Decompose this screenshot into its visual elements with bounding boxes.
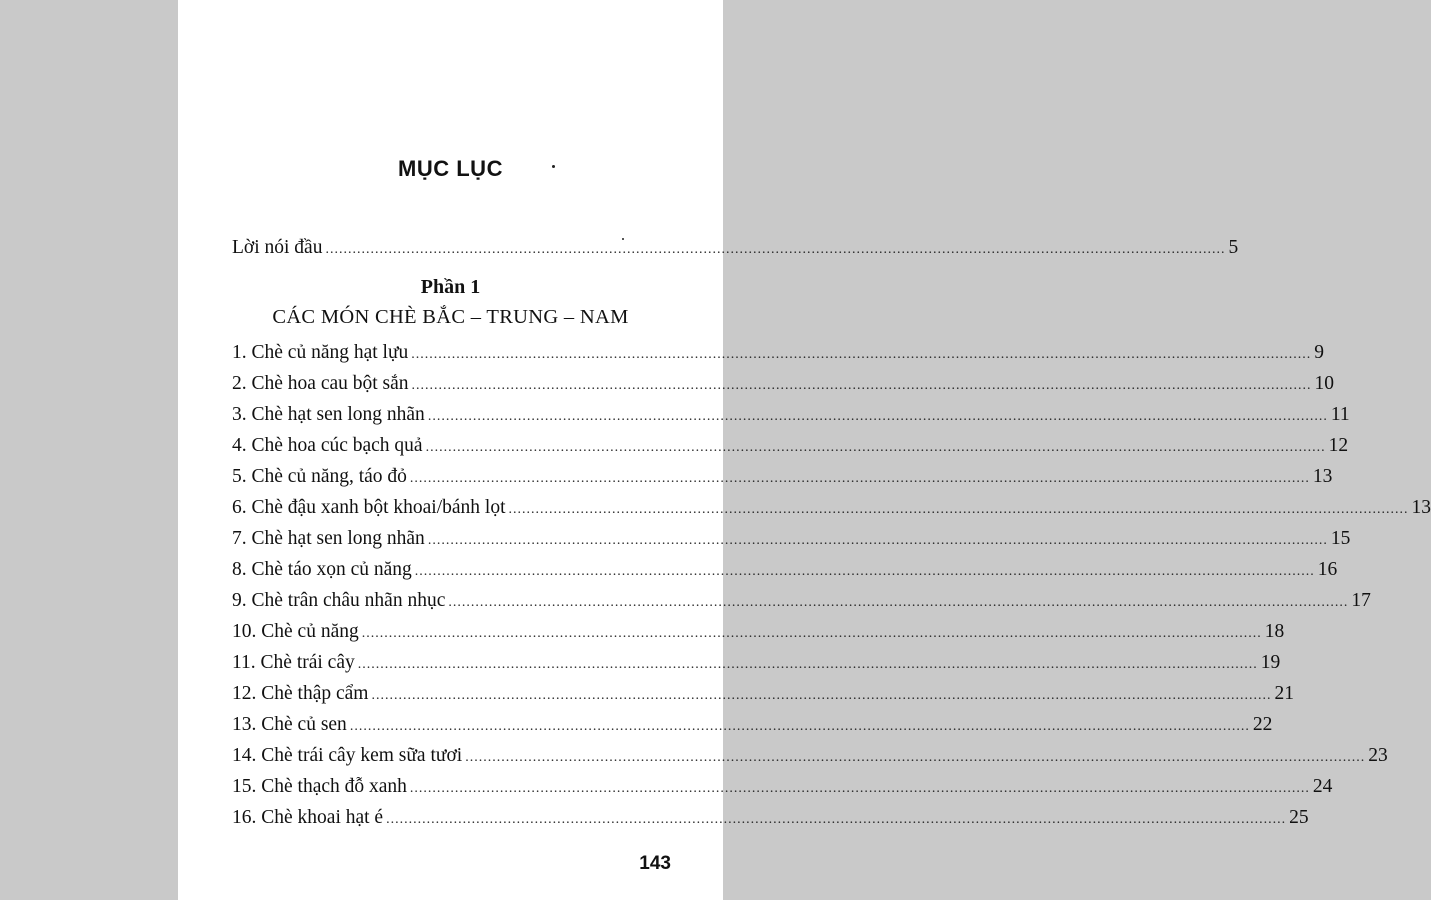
toc-label: Lời nói đầu: [232, 237, 323, 258]
toc-page-number: 12: [1328, 435, 1349, 456]
print-speck: [552, 165, 555, 168]
part-heading: Phần 1: [420, 276, 481, 298]
page-title: MỤC LỤC: [398, 156, 503, 181]
toc-label: 11. Chè trái cây: [232, 652, 355, 673]
toc-page-number: 25: [1289, 807, 1309, 828]
leader-dots: ........................................................................................................................................................................................................: [357, 657, 1258, 672]
toc-page-number: 24: [1312, 776, 1333, 797]
leader-dots: ........................................................................................................................................................................................................: [414, 564, 1315, 579]
leader-dots: ........................................................................................................................................................................................................: [427, 409, 1328, 424]
leader-dots: ........................................................................................................................................................................................................: [465, 750, 1366, 765]
toc-page-number: 21: [1274, 683, 1294, 704]
leader-dots: ........................................................................................................................................................................................................: [411, 347, 1312, 362]
leader-dots: ........................................................................................................................................................................................................: [349, 719, 1250, 734]
toc-row-intro: [232, 236, 1239, 260]
toc-row: [232, 403, 1350, 427]
toc-label: 13. Chè củ sen: [232, 714, 347, 735]
toc-label: 6. Chè đậu xanh bột khoai/bánh lọt: [232, 497, 506, 518]
toc-page-number: 17: [1351, 590, 1371, 611]
toc-page-number: 19: [1260, 652, 1281, 673]
leader-dots: ........................................................................................................................................................................................................: [427, 533, 1328, 548]
leader-dots: ........................................................................................................................................................................................................: [371, 688, 1272, 703]
toc-row: [232, 775, 1333, 799]
toc-label: 8. Chè táo xọn củ năng: [232, 559, 412, 580]
part-subtitle: CÁC MÓN CHÈ BẮC – TRUNG – NAM: [272, 306, 629, 328]
toc-label: 16. Chè khoai hạt é: [232, 807, 384, 828]
toc-label: 5. Chè củ năng, táo đỏ: [232, 466, 407, 487]
toc-page-number: 23: [1368, 745, 1388, 766]
toc-label: 7. Chè hạt sen long nhãn: [232, 528, 425, 549]
toc-label: 14. Chè trái cây kem sữa tươi: [232, 745, 463, 766]
leader-dots: ........................................................................................................................................................................................................: [409, 471, 1310, 486]
leader-dots: ........................................................................................................................................................................................................: [508, 502, 1409, 517]
toc-label: 4. Chè hoa cúc bạch quả: [232, 435, 423, 456]
book-page: [178, 0, 1431, 900]
toc-label: 3. Chè hạt sen long nhãn: [232, 404, 425, 425]
toc-row: [232, 806, 1309, 830]
toc-row: [232, 372, 1335, 396]
toc-row: [232, 744, 1388, 768]
toc-page-number: 13: [1312, 466, 1333, 487]
leader-dots: ........................................................................................................................................................................................................: [325, 242, 1226, 257]
toc-page-number: 13: [1411, 497, 1431, 518]
toc-label: 10. Chè củ năng: [232, 621, 359, 642]
toc-page-number: 10: [1314, 373, 1335, 394]
toc-row: [232, 682, 1294, 706]
leader-dots: ........................................................................................................................................................................................................: [361, 626, 1262, 641]
leader-dots: ........................................................................................................................................................................................................: [411, 378, 1312, 393]
leader-dots: ........................................................................................................................................................................................................: [448, 595, 1349, 610]
toc-page-number: 18: [1264, 621, 1285, 642]
leader-dots: ........................................................................................................................................................................................................: [425, 440, 1326, 455]
toc-label: 15. Chè thạch đỗ xanh: [232, 776, 407, 797]
toc-page-number: 15: [1330, 528, 1351, 549]
toc-label: 1. Chè củ năng hạt lựu: [232, 342, 409, 363]
toc-row: [232, 651, 1281, 675]
toc-label: 9. Chè trân châu nhãn nhục: [232, 590, 446, 611]
toc-page-number: 5: [1228, 237, 1239, 258]
toc-row: [232, 713, 1273, 737]
toc-page-number: 16: [1317, 559, 1338, 580]
toc-row: [232, 558, 1338, 582]
toc-row: [232, 589, 1371, 613]
page-number: 143: [639, 853, 671, 874]
toc-row: [232, 496, 1431, 520]
toc-row: [232, 465, 1333, 489]
toc-page-number: 9: [1314, 342, 1325, 363]
leader-dots: ........................................................................................................................................................................................................: [409, 781, 1310, 796]
toc-row: [232, 341, 1325, 365]
toc-row: [232, 434, 1349, 458]
toc-label: 2. Chè hoa cau bột sắn: [232, 373, 409, 394]
toc-label: 12. Chè thập cẩm: [232, 683, 369, 704]
toc-row: [232, 620, 1285, 644]
toc-row: [232, 527, 1351, 551]
leader-dots: ........................................................................................................................................................................................................: [386, 812, 1287, 827]
toc-page-number: 22: [1252, 714, 1273, 735]
toc-page-number: 11: [1330, 404, 1350, 425]
